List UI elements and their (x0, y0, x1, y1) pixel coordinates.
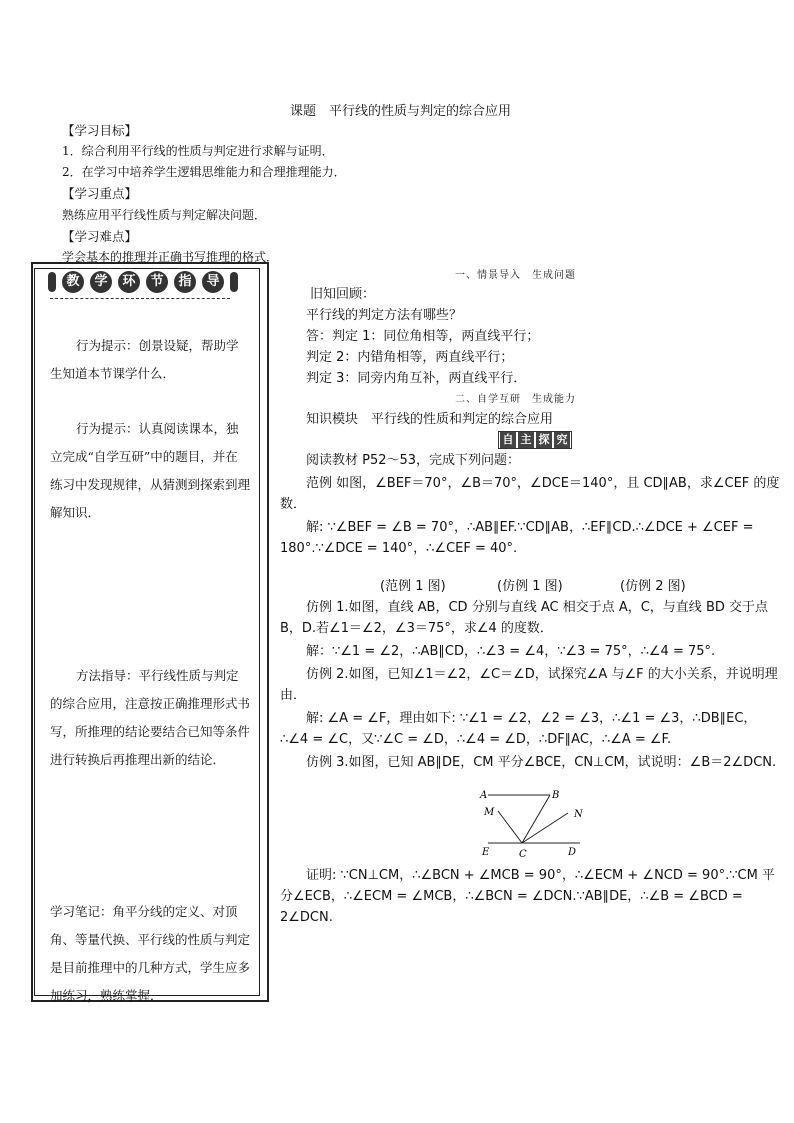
variation-1-solution: 解：∵∠1 = ∠2，∴AB∥CD，∴∠3 = ∠4，∵∠3 = 75°，∴∠4 = 75°. (306, 644, 716, 659)
example-problem: 范例 如图，∠BEF＝70°，∠B＝70°，∠DCE＝140°，且 CD∥AB，求∠CEF 的度数． (280, 476, 780, 512)
module-title: 知识模块 平行线的性质和判定的综合应用 (306, 412, 554, 427)
key-heading: 【学习重点】 (62, 186, 138, 201)
sidebar-note-1: 行为提示：创景设疑，帮助学生知道本节课学什么． (50, 338, 239, 381)
figure-caption-3: (仿例 2 图) (620, 579, 686, 594)
badge-char: 学 (90, 271, 112, 293)
sidebar-note-2: 行为提示：认真阅读课本，独立完成“自学互研”中的题目，并在练习中发现规律，从猜测到探索到理解知识． (50, 421, 251, 520)
page-title: 课题 平行线的性质与判定的综合应用 (290, 104, 512, 119)
goal-item-2: 2．在学习中培养学生逻辑思维能力和合理推理能力． (62, 165, 346, 179)
review-line: 旧知回顾： (310, 287, 376, 302)
badge-char: 指 (174, 271, 196, 293)
line-cm (498, 811, 522, 843)
self-study-char: 自 (500, 432, 516, 448)
difficulty-heading: 【学习难点】 (62, 229, 138, 244)
line-cb (522, 795, 550, 843)
read-instruction: 阅读教材 P52～53，完成下列问题： (306, 453, 521, 468)
section-2-heading: 二、自学互研 生成能力 (455, 394, 576, 405)
badge-char: 教 (62, 271, 84, 293)
label-d: D (568, 847, 577, 858)
variation-2-solution: 解: ∠A = ∠F，理由如下: ∵∠1 = ∠2，∠2 = ∠3，∴∠1 = ∠3，∴DB∥EC，∴∠4 = ∠C，又∵∠C = ∠D，∴∠4 = ∠D，∴DF∥AC，∴∠A = ∠F. (280, 711, 757, 747)
self-study-char: 究 (554, 432, 570, 448)
review-line: 平行线的判定方法有哪些？ (306, 308, 463, 323)
label-m: M (484, 807, 495, 818)
label-c: C (519, 849, 527, 860)
badge-char: 环 (118, 271, 140, 293)
sidebar-note-3: 方法指导：平行线性质与判定的综合应用，注意按正确推理形式书写，所推理的结论要结合已知等条件进行转换后再推理出新的结论． (50, 668, 251, 767)
badge-cap-right (230, 272, 238, 292)
label-n: N (574, 809, 583, 820)
example-solution: 解: ∵∠BEF = ∠B = 70°，∴AB∥EF.∵CD∥AB，∴EF∥CD.∴∠DCE + ∠CEF = 180°.∵∠DCE = 140°，∴∠CEF = 40°. (280, 520, 754, 556)
figure-caption-1: (范例 1 图) (380, 579, 446, 594)
line-cn (522, 813, 568, 843)
goal-item-1: 1．综合利用平行线的性质与判定进行求解与证明． (62, 144, 334, 158)
figure-caption-2: (仿例 1 图) (497, 579, 563, 594)
variation-3-proof: 证明: ∵CN⊥CM，∴∠BCN + ∠MCB = 90°，∴∠ECM + ∠NCD = 90°.∵CM 平分∠ECB，∴∠ECM = ∠MCB，∴∠BCN = ∠DCN.∵AB∥DE，∴∠B = ∠BCD = 2∠DCN. (280, 868, 775, 925)
geometry-figure (470, 785, 600, 865)
proof-block (280, 865, 780, 928)
label-a: A (480, 790, 488, 801)
variations-block (280, 597, 780, 773)
sidebar-divider (50, 298, 230, 299)
example-block (280, 450, 780, 559)
review-line: 判定 2：内错角相等，两直线平行； (306, 350, 514, 365)
variation-1: 仿例 1.如图，直线 AB，CD 分别与直线 AC 相交于点 A，C，与直线 BD 交于点 B，D.若∠1＝∠2，∠3＝75°，求∠4 的度数． (280, 600, 769, 636)
variation-3: 仿例 3.如图，已知 AB∥DE，CM 平分∠BCE，CN⊥CM，试说明：∠B＝2∠DCN. (306, 755, 777, 770)
label-b: B (552, 790, 560, 801)
sidebar-badge (48, 270, 238, 294)
sidebar-note-4: 学习笔记：角平分线的定义、对顶角、等量代换、平行线的性质与判定是目前推理中的几种方式，学生应多加练习，熟练掌握． (50, 904, 251, 1003)
self-study-char: 探 (536, 432, 552, 448)
key-text: 熟练应用平行线性质与判定解决问题． (62, 208, 267, 222)
variation-2: 仿例 2.如图，已知∠1＝∠2，∠C＝∠D，试探究∠A 与∠F 的大小关系，并说明理由． (280, 667, 778, 703)
badge-char: 导 (202, 271, 224, 293)
self-study-badge (498, 431, 572, 449)
label-e: E (482, 847, 490, 858)
section-1-heading: 一、情景导入 生成问题 (455, 270, 576, 281)
difficulty-text: 学会基本的推理并正确书写推理的格式． (62, 250, 279, 264)
review-line: 判定 3：同旁内角互补，两直线平行． (306, 371, 527, 386)
review-line: 答：判定 1：同位角相等，两直线平行； (306, 329, 540, 344)
badge-char: 节 (146, 271, 168, 293)
self-study-char: 主 (518, 432, 534, 448)
review-block (280, 284, 780, 389)
goals-heading: 【学习目标】 (62, 123, 138, 138)
badge-cap-left (48, 272, 56, 292)
